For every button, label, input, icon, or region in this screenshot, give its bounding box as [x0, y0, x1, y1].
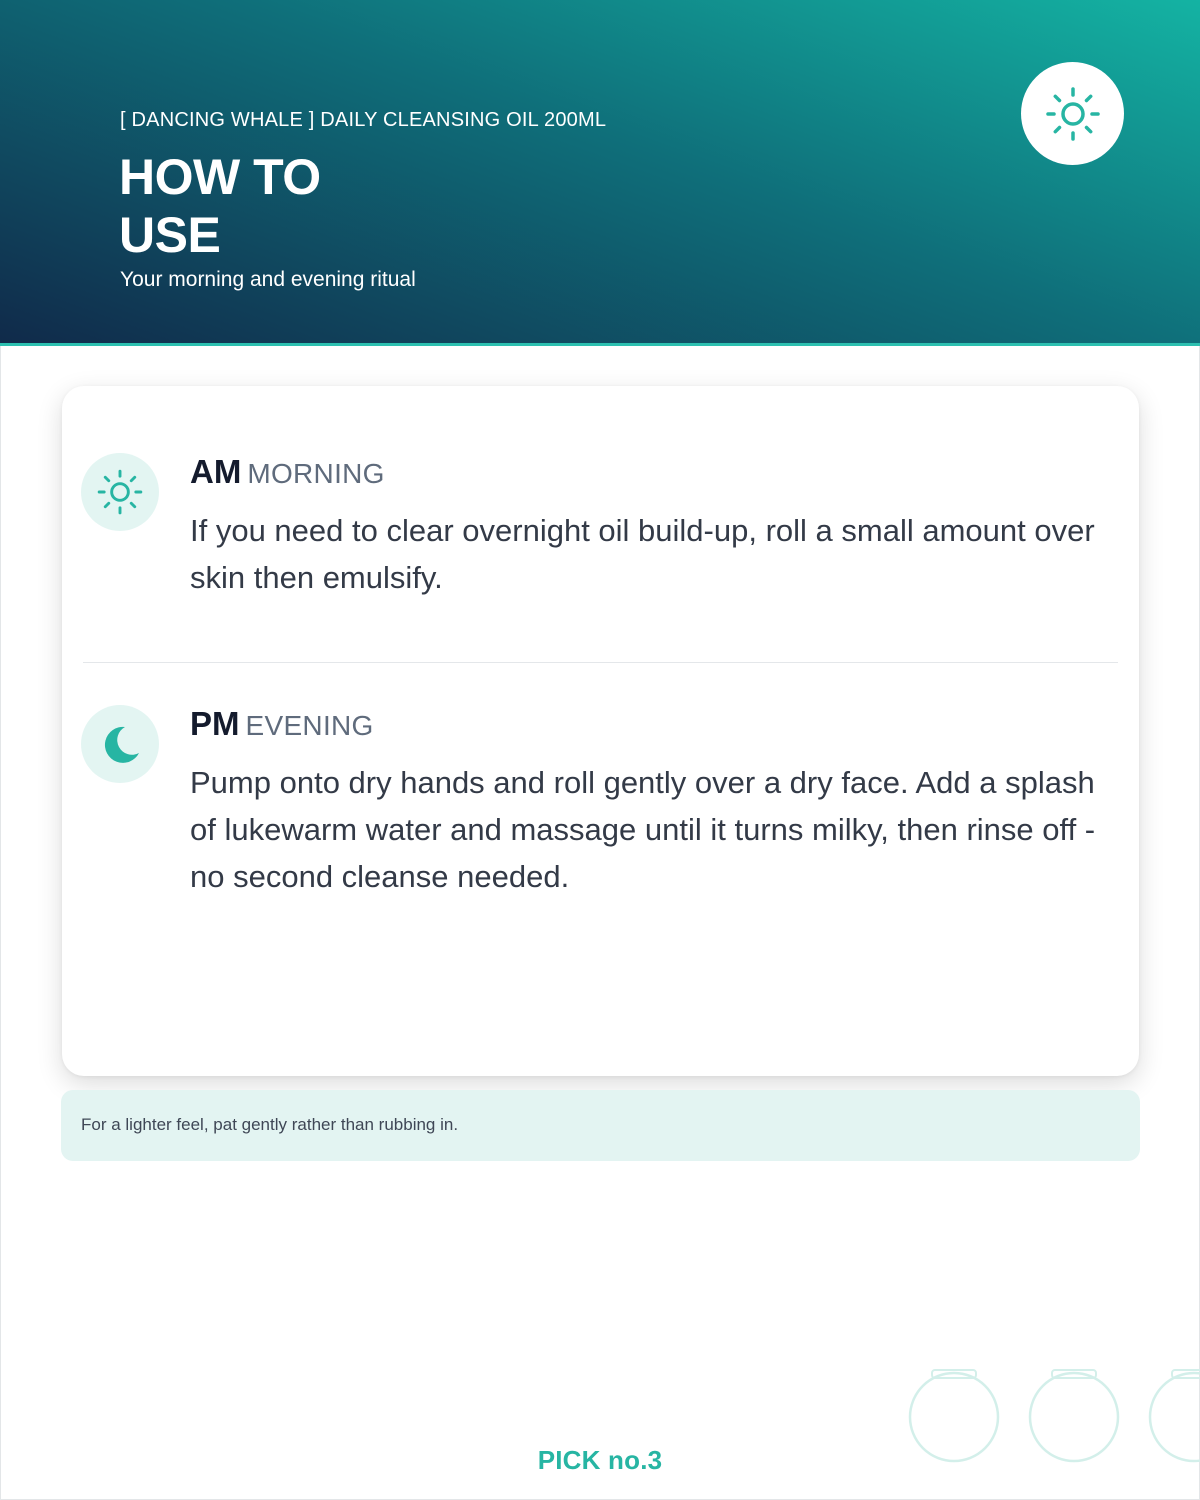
product-name: [ DANCING WHALE ] DAILY CLEANSING OIL 200ML [120, 109, 607, 131]
page-title-line-2: USE [119, 207, 221, 263]
page-title [119, 148, 321, 264]
step-am-text: If you need to clear overnight oil build-up, roll a small amount over skin then emulsify. [190, 513, 1095, 595]
tip-text: For a lighter feel, pat gently rather than rubbing in. [81, 1115, 459, 1134]
step-pm-heading [190, 705, 374, 743]
sun-icon [95, 467, 145, 517]
step-am-icon-badge [81, 453, 159, 531]
page-title-line-1: HOW TO [119, 149, 321, 205]
header-accent-line [0, 343, 1200, 346]
step-am-heading [190, 453, 385, 491]
step-pm-icon-badge [81, 705, 159, 783]
step-am-code: AM [190, 453, 242, 490]
page-subtitle: Your morning and evening ritual [120, 268, 416, 291]
step-am-label: MORNING [247, 458, 385, 489]
step-pm-text: Pump onto dry hands and roll gently over a dry face. Add a splash of lukewarm water and massage until it turns milky, then rinse off - no second cleanse needed. [190, 765, 1096, 894]
pick-number: PICK no.3 [537, 1445, 663, 1475]
header-banner [0, 0, 1200, 344]
usage-card [62, 386, 1139, 1076]
step-pm-label: EVENING [245, 710, 374, 741]
header-sun-badge [1021, 62, 1124, 165]
step-divider [83, 662, 1118, 663]
tip-box [61, 1090, 1140, 1161]
moon-icon [95, 719, 145, 769]
sun-icon [1043, 84, 1103, 144]
step-pm-code: PM [190, 705, 240, 742]
